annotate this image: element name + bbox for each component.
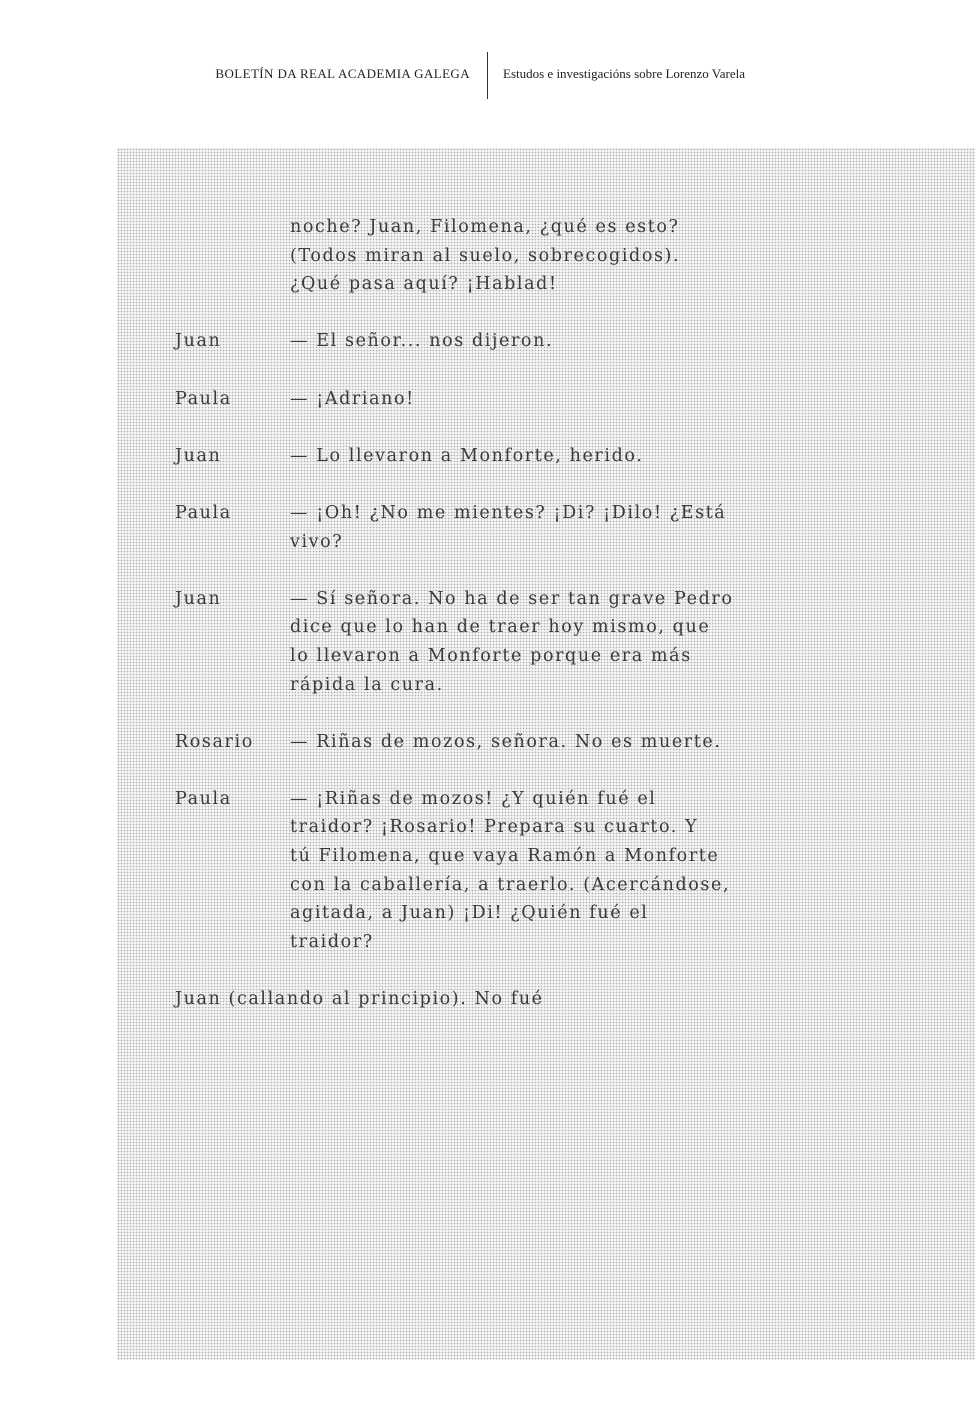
final-dialogue-line: Juan (callando al principio). No fué	[175, 989, 544, 1010]
speaker-name: Juan	[175, 588, 222, 609]
speech-text: — Sí señora. No ha de ser tan grave Pedro dice que lo han de traer hoy mismo, que lo llevaron a Monforte porque era más rápida la cura.	[290, 588, 734, 695]
speaker-name: Rosario	[175, 731, 254, 752]
speech-text: — Riñas de mozos, señora. No es muerte.	[290, 731, 722, 752]
dialogue-line	[175, 785, 735, 957]
dialogue-line	[175, 499, 735, 556]
section-title: Estudos e investigacións sobre Lorenzo Varela	[503, 66, 745, 81]
dialogue-line	[175, 585, 735, 699]
speech-text: — ¡Riñas de mozos! ¿Y quién fué el traidor? ¡Rosario! Prepara su cuarto. Y tú Filomena, que vaya Ramón a Monforte con la caballería, a traerlo. (Acercándose, agitada, a Juan) ¡Di! ¿Quién fué el traidor?	[290, 788, 731, 952]
speaker-name: Juan	[175, 331, 222, 352]
speaker-name: Paula	[175, 788, 232, 809]
dialogue-line	[175, 327, 735, 356]
continued-speech: noche? Juan, Filomena, ¿qué es esto? (Todos miran al suelo, sobrecogidos). ¿Qué pasa aquí? ¡Hablad!	[290, 217, 681, 295]
speaker-name: Paula	[175, 388, 232, 409]
speech-text: — Lo llevaron a Monforte, herido.	[290, 445, 644, 466]
running-header	[0, 52, 975, 100]
dialogue-line	[175, 728, 735, 757]
dialogue-line	[175, 442, 735, 471]
speaker-name: Paula	[175, 502, 232, 523]
play-script	[175, 213, 735, 1014]
journal-title: BOLETÍN DA REAL ACADEMIA GALEGA	[215, 66, 470, 81]
dialogue-line	[175, 385, 735, 414]
speech-text: — El señor... nos dijeron.	[290, 331, 554, 352]
header-divider	[487, 52, 488, 99]
speech-text: — ¡Oh! ¿No me mientes? ¡Di? ¡Dilo! ¿Está vivo?	[290, 502, 727, 552]
speaker-name: Juan	[175, 445, 222, 466]
speech-text: — ¡Adriano!	[290, 388, 415, 409]
